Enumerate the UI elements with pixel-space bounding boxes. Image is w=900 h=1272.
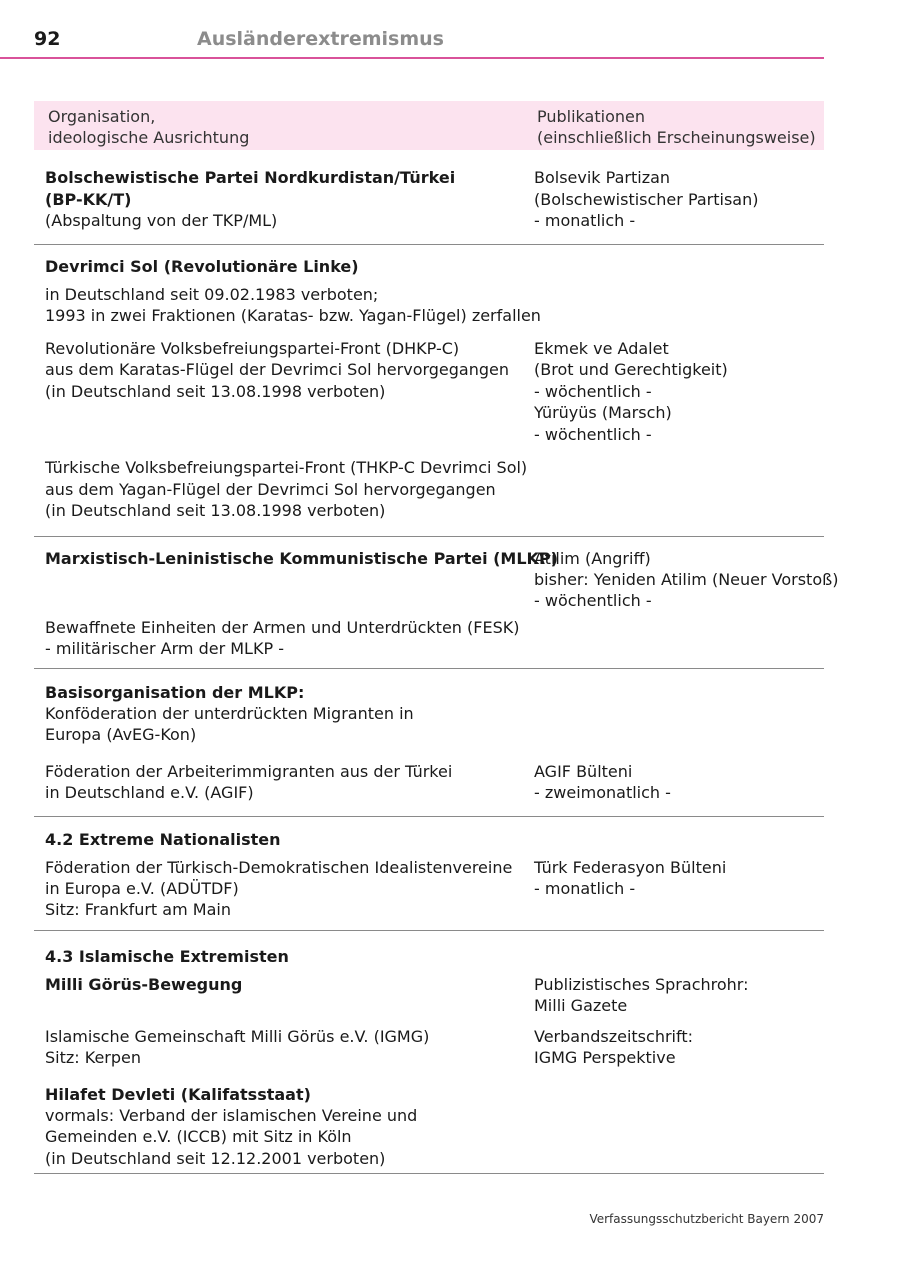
org-name: Revolutionäre Volksbefreiungspartei-Front (DHKP-C) <box>45 339 460 358</box>
page-number: 92 <box>34 28 61 50</box>
org-note: - militärischer Arm der MLKP - <box>45 639 284 658</box>
publication-frequency: - wöchentlich - <box>534 591 652 610</box>
publication: IGMG Perspektive <box>534 1048 676 1067</box>
publication: (Bolschewistischer Partisan) <box>534 190 759 209</box>
row-divider <box>34 1173 824 1174</box>
subsection-heading: 4.3 Islamische Extremisten <box>45 947 289 966</box>
org-note: Konföderation der unterdrückten Migranten in <box>45 704 414 723</box>
org-name: Milli Görüs-Bewegung <box>45 975 243 994</box>
org-note: in Deutschland e.V. (AGIF) <box>45 783 254 802</box>
column-header-line: Publikationen <box>537 107 645 126</box>
org-name: Föderation der Türkisch-Demokratischen Idealistenvereine <box>45 858 513 877</box>
publication-frequency: - wöchentlich - <box>534 425 652 444</box>
org-name: Marxistisch-Leninistische Kommunistische Partei (MLKP) <box>45 549 558 568</box>
publication: Atilim (Angriff) <box>534 549 651 568</box>
org-name: Hilafet Devleti (Kalifatsstaat) <box>45 1085 311 1104</box>
publication: Türk Federasyon Bülteni <box>534 858 727 877</box>
row-divider <box>34 930 824 931</box>
org-note: (in Deutschland seit 12.12.2001 verboten) <box>45 1149 386 1168</box>
org-note: Sitz: Frankfurt am Main <box>45 900 231 919</box>
publication: Verbandszeitschrift: <box>534 1027 693 1046</box>
page-header <box>0 0 824 59</box>
publication: Bolsevik Partizan <box>534 168 671 187</box>
page-footer: Verfassungsschutzbericht Bayern 2007 <box>589 1212 824 1226</box>
org-note: (Abspaltung von der TKP/ML) <box>45 211 278 230</box>
row-divider <box>34 244 824 245</box>
org-name: (BP-KK/T) <box>45 190 132 209</box>
publication: AGIF Bülteni <box>534 762 633 781</box>
column-header-line: (einschließlich Erscheinungsweise) <box>537 128 816 147</box>
publication: (Brot und Gerechtigkeit) <box>534 360 728 379</box>
org-name: Bolschewistische Partei Nordkurdistan/Türkei <box>45 168 456 187</box>
org-note: (in Deutschland seit 13.08.1998 verboten) <box>45 382 386 401</box>
column-header-organisation <box>48 106 249 148</box>
table-header <box>34 101 824 150</box>
org-note: in Europa e.V. (ADÜTDF) <box>45 879 239 898</box>
publication-frequency: - monatlich - <box>534 211 636 230</box>
publication-frequency: - zweimonatlich - <box>534 783 671 802</box>
org-note: vormals: Verband der islamischen Vereine und <box>45 1106 418 1125</box>
org-note: aus dem Karatas-Flügel der Devrimci Sol hervorgegangen <box>45 360 510 379</box>
org-note: Gemeinden e.V. (ICCB) mit Sitz in Köln <box>45 1127 352 1146</box>
org-note: in Deutschland seit 09.02.1983 verboten; <box>45 285 379 304</box>
org-note: 1993 in zwei Fraktionen (Karatas- bzw. Yagan-Flügel) zerfallen <box>45 306 541 325</box>
org-name: Föderation der Arbeiterimmigranten aus der Türkei <box>45 762 453 781</box>
org-note: Sitz: Kerpen <box>45 1048 142 1067</box>
org-name: Türkische Volksbefreiungspartei-Front (THKP-C Devrimci Sol) <box>45 458 528 477</box>
column-header-line: Organisation, <box>48 107 156 126</box>
org-name: Bewaffnete Einheiten der Armen und Unterdrückten (FESK) <box>45 618 520 637</box>
publication: Ekmek ve Adalet <box>534 339 669 358</box>
section-title: Ausländerextremismus <box>197 28 444 50</box>
org-note: (in Deutschland seit 13.08.1998 verboten) <box>45 501 386 520</box>
org-note: Europa (AvEG-Kon) <box>45 725 197 744</box>
org-name: Islamische Gemeinschaft Milli Görüs e.V. (IGMG) <box>45 1027 430 1046</box>
publication-frequency: - monatlich - <box>534 879 636 898</box>
publication: Milli Gazete <box>534 996 628 1015</box>
org-note: aus dem Yagan-Flügel der Devrimci Sol hervorgegangen <box>45 480 496 499</box>
row-divider <box>34 668 824 669</box>
row-divider <box>34 816 824 817</box>
publication-frequency: - wöchentlich - <box>534 382 652 401</box>
publication: Publizistisches Sprachrohr: <box>534 975 749 994</box>
org-name: Devrimci Sol (Revolutionäre Linke) <box>45 257 359 276</box>
row-divider <box>34 536 824 537</box>
publication: bisher: Yeniden Atilim (Neuer Vorstoß) <box>534 570 839 589</box>
publication: Yürüyüs (Marsch) <box>534 403 672 422</box>
org-name: Basisorganisation der MLKP: <box>45 683 305 702</box>
subsection-heading: 4.2 Extreme Nationalisten <box>45 830 281 849</box>
column-header-line: ideologische Ausrichtung <box>48 128 250 147</box>
column-header-publikationen <box>537 106 816 148</box>
